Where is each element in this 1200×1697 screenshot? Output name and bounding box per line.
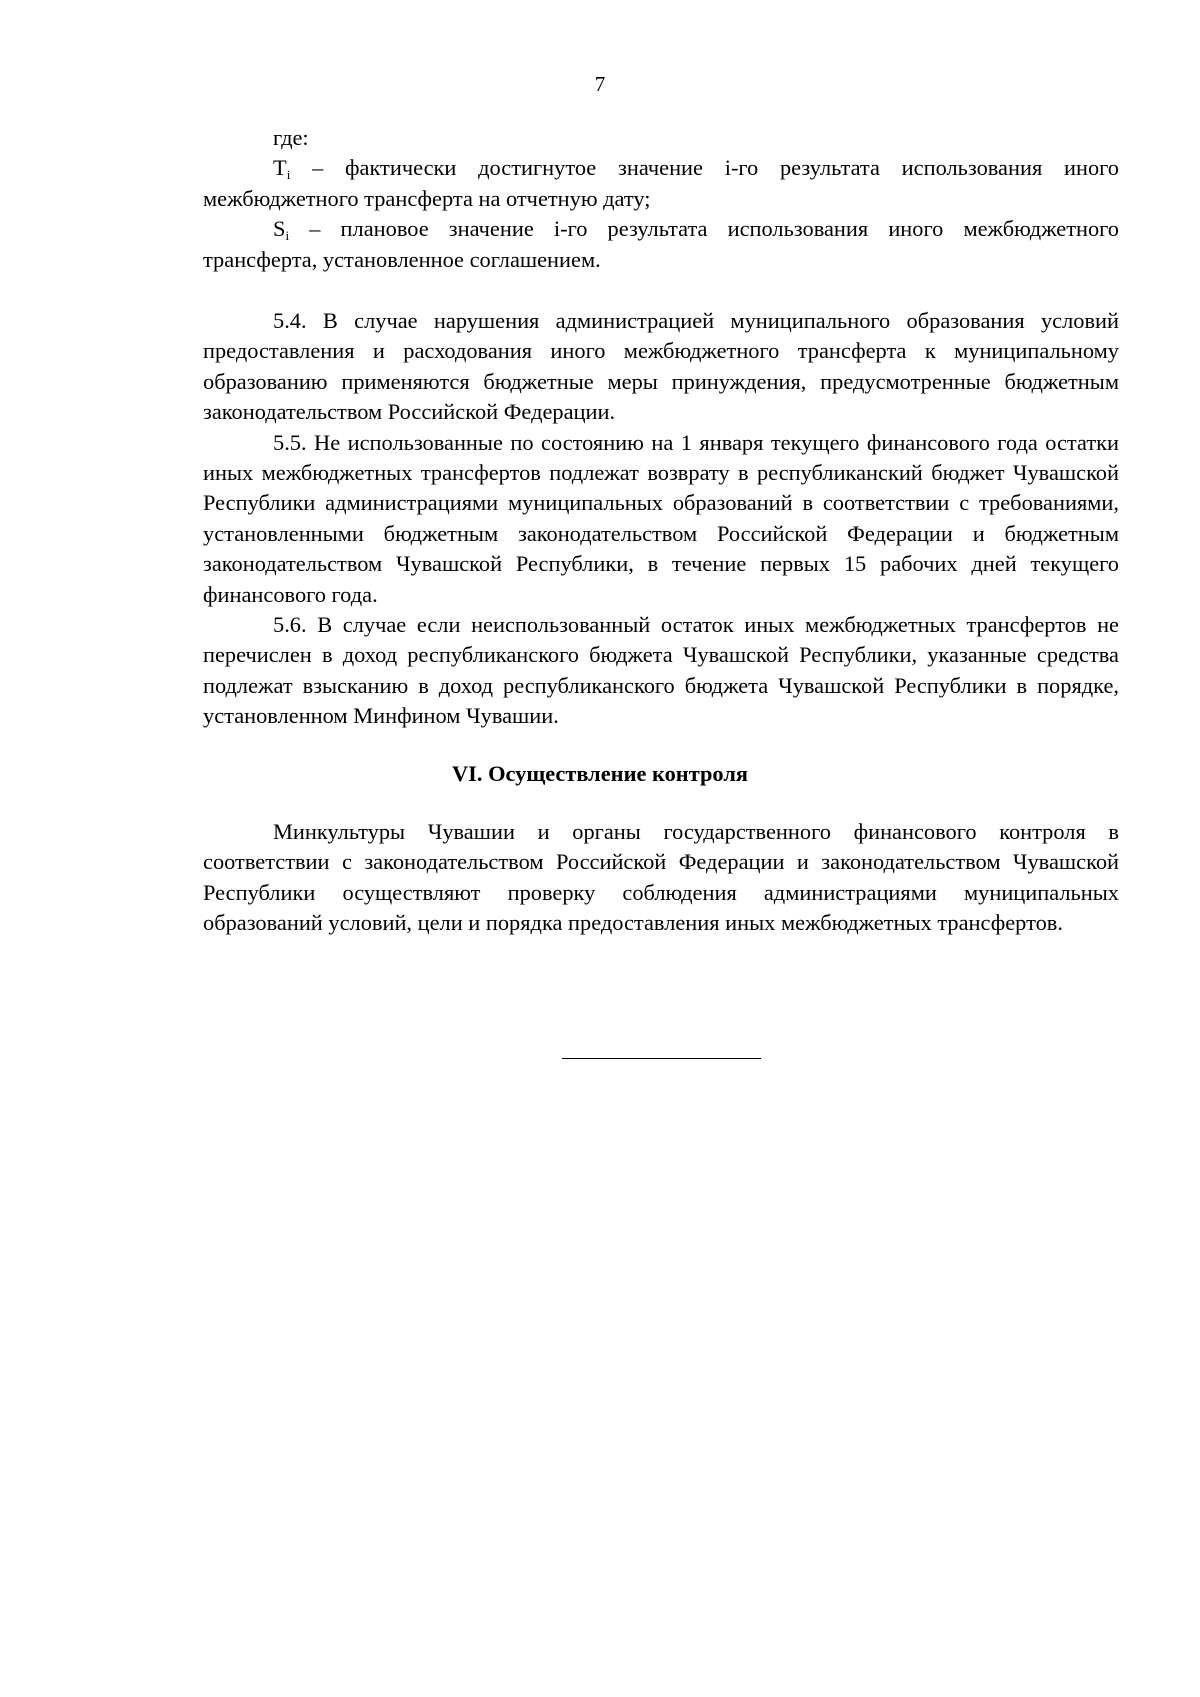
t-description: – фактически достигнутое значение i-го результата использования иного межбюджетного трансферта на отчетную дату; <box>203 155 1119 211</box>
section-6-heading: VI. Осуществление контроля <box>451 761 749 786</box>
formula-definitions <box>203 123 1119 275</box>
definition-t <box>203 153 1119 214</box>
definition-s <box>203 214 1119 275</box>
s-symbol: S <box>273 216 286 242</box>
paragraph-5-6: 5.6. В случае если неиспользованный остаток иных межбюджетных трансфертов не перечислен в доход республиканского бюджета Чувашской Республики, указанные средства подлежат взысканию в доход республиканского бюджета Чувашской Республики в порядке, установленном Минфином Чувашии. <box>203 612 1119 729</box>
s-description: – плановое значение i-го результата использования иного межбюджетного трансферта, установленное соглашением. <box>203 216 1119 272</box>
section-6-paragraph: Минкультуры Чувашии и органы государственного финансового контроля в соответствии с законодательством Российской Федерации и законодательством Чувашской Республики осуществляют проверку соблюдения администрациями муниципальных образований условий, цели и порядка предоставления иных межбюджетных трансфертов. <box>203 819 1119 936</box>
t-symbol: T <box>273 155 287 181</box>
page-number: 7 <box>594 72 606 96</box>
s-subscript: i <box>285 228 290 244</box>
t-subscript: i <box>286 167 291 183</box>
paragraph-5-4: 5.4. В случае нарушения администрацией муниципального образования условий предоставления и расходования иного межбюджетного трансферта к муниципальному образованию применяются бюджетные меры принуждения, предусмотренные бюджетным законодательством Российской Федерации. <box>203 308 1119 425</box>
section-5-paragraphs <box>203 306 1119 732</box>
end-divider-line <box>562 1058 761 1059</box>
paragraph-5-5: 5.5. Не использованные по состоянию на 1 января текущего финансового года остатки иных межбюджетных трансфертов подлежат возврату в республиканский бюджет Чувашской Республики администрациями муниципальных образований в соответствии с требованиями, установленными бюджетным законодательством Российской Федерации и бюджетным законодательством Чувашской Республики, в течение первых 15 рабочих дней текущего финансового года. <box>203 429 1119 607</box>
section-6-body <box>203 817 1119 939</box>
definitions-intro: где: <box>273 125 309 150</box>
